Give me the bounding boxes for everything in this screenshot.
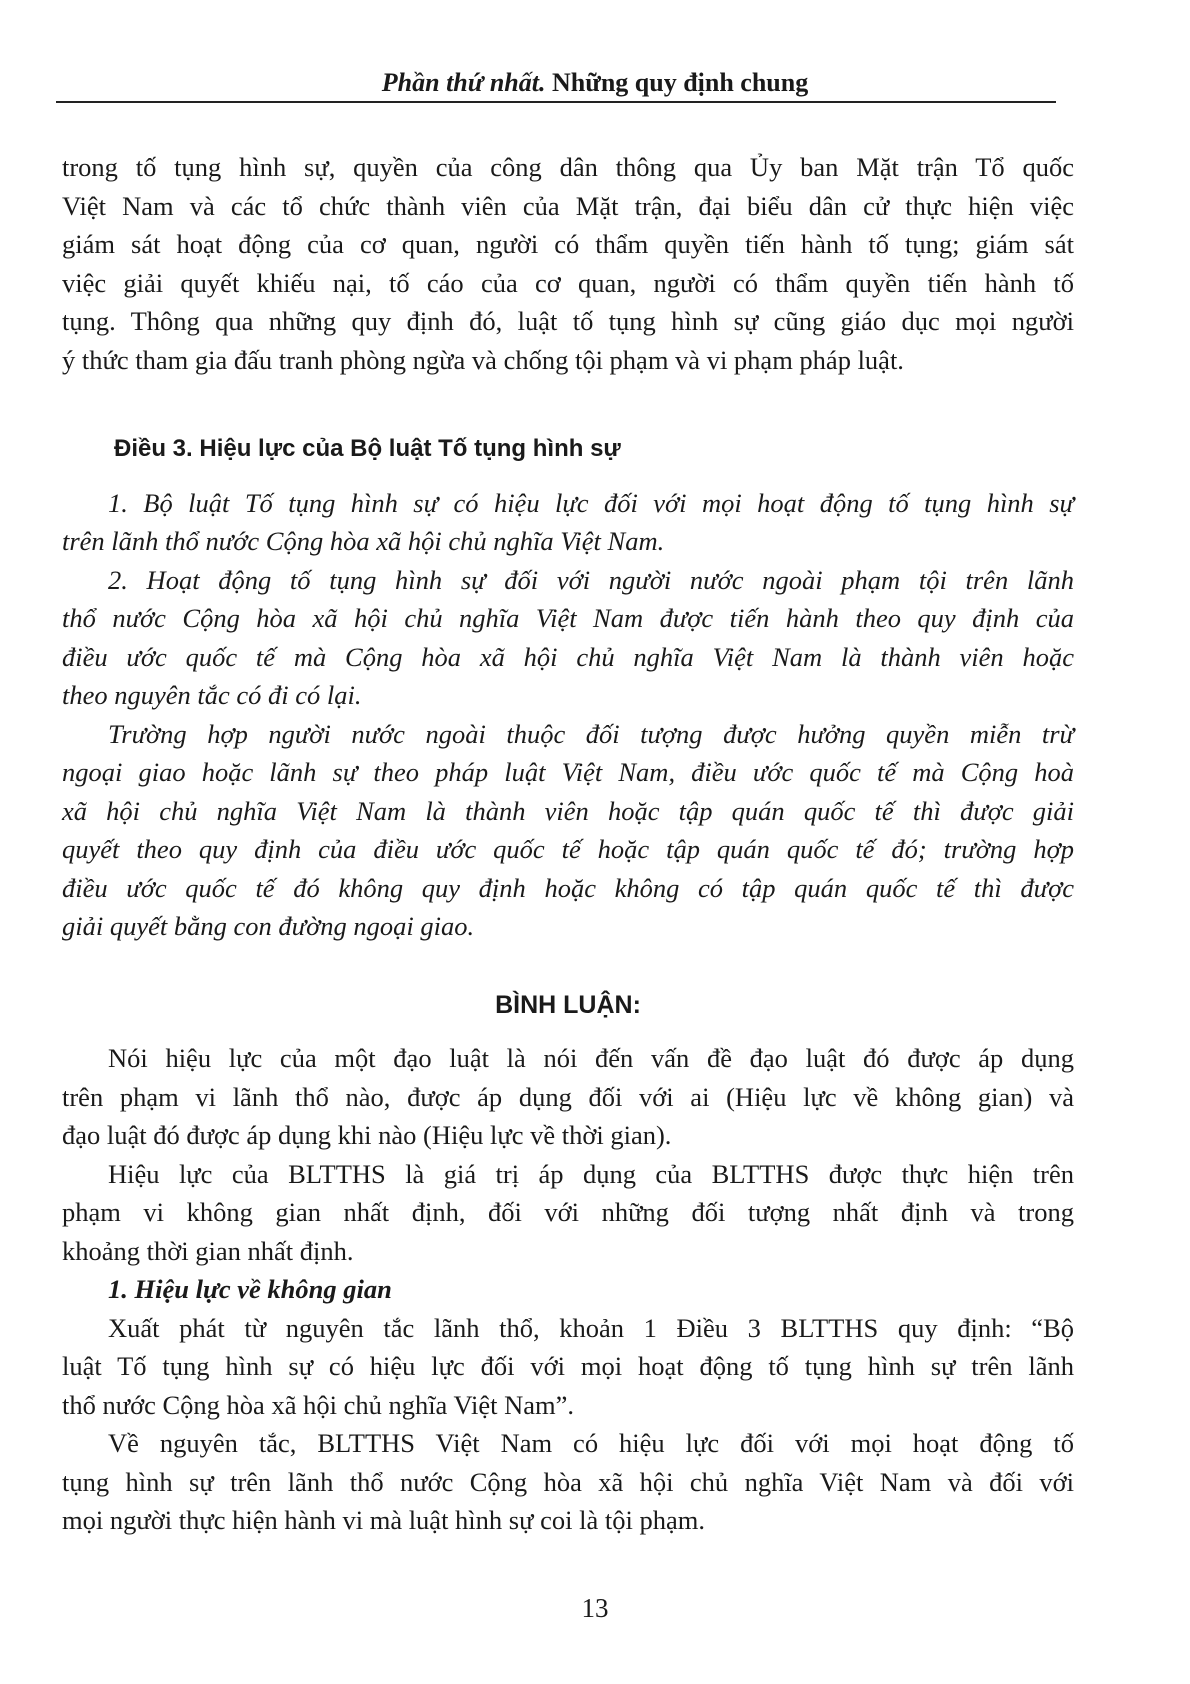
text-line: tụng. Thông qua những quy định đó, luật tố tụng hình sự cũng giáo dục mọi người bbox=[62, 306, 1074, 336]
commentary-paragraph bbox=[62, 1039, 1074, 1155]
text-line: khoảng thời gian nhất định. bbox=[62, 1235, 354, 1266]
running-head-part: Phần thứ nhất. bbox=[381, 68, 546, 97]
text-line: trong tố tụng hình sự, quyền của công dân thông qua Ủy ban Mặt trận Tổ quốc bbox=[62, 152, 1074, 182]
running-head-title: Những quy định chung bbox=[551, 68, 809, 97]
running-head bbox=[0, 68, 1190, 98]
text-line: trên phạm vi lãnh thổ nào, được áp dụng đối với ai (Hiệu lực về không gian) và bbox=[62, 1081, 1074, 1112]
text-line: giải quyết bằng con đường ngoại giao. bbox=[62, 911, 475, 941]
page-number: 13 bbox=[581, 1593, 609, 1623]
intro-paragraph bbox=[62, 148, 1074, 379]
text-line: Trường hợp người nước ngoài thuộc đối tượng được hưởng quyền miễn trừ bbox=[108, 718, 1074, 749]
commentary-paragraph bbox=[62, 1424, 1074, 1540]
header-rule bbox=[56, 101, 1056, 103]
text-line: Hiệu lực của BLTTHS là giá trị áp dụng của BLTTHS được thực hiện trên bbox=[108, 1158, 1074, 1189]
text-line: điều ước quốc tế mà Cộng hòa xã hội chủ nghĩa Việt Nam là thành viên hoặc bbox=[62, 641, 1074, 672]
commentary-paragraph bbox=[62, 1155, 1074, 1271]
article-clause-2-continued bbox=[62, 715, 1074, 946]
commentary-heading: BÌNH LUẬN: bbox=[495, 990, 641, 1019]
commentary-subheading: 1. Hiệu lực về không gian bbox=[108, 1274, 392, 1304]
text-line: Xuất phát từ nguyên tắc lãnh thổ, khoản 1 Điều 3 BLTTHS quy định: “Bộ bbox=[108, 1312, 1074, 1343]
text-line: quyết theo quy định của điều ước quốc tế hoặc tập quán quốc tế đó; trường hợp bbox=[62, 834, 1074, 864]
text-line: xã hội chủ nghĩa Việt Nam là thành viên hoặc tập quán quốc tế thì được giải bbox=[62, 795, 1074, 826]
text-line: thổ nước Cộng hòa xã hội chủ nghĩa Việt Nam được tiến hành theo quy định của bbox=[62, 603, 1074, 633]
text-line: tụng hình sự trên lãnh thổ nước Cộng hòa xã hội chủ nghĩa Việt Nam và đối với bbox=[62, 1466, 1074, 1497]
text-line: Nói hiệu lực của một đạo luật là nói đến vấn đề đạo luật đó được áp dụng bbox=[108, 1043, 1074, 1073]
text-line: ngoại giao hoặc lãnh sự theo pháp luật Việt Nam, điều ước quốc tế mà Cộng hoà bbox=[62, 757, 1074, 787]
text-line: 2. Hoạt động tố tụng hình sự đối với người nước ngoài phạm tội trên lãnh bbox=[108, 564, 1074, 595]
text-line: trên lãnh thổ nước Cộng hòa xã hội chủ nghĩa Việt Nam. bbox=[62, 526, 665, 556]
article-clause-2 bbox=[62, 561, 1074, 715]
text-line: luật Tố tụng hình sự có hiệu lực đối với mọi hoạt động tố tụng hình sự trên lãnh bbox=[62, 1351, 1074, 1381]
text-line: phạm vi không gian nhất định, đối với những đối tượng nhất định và trong bbox=[62, 1197, 1074, 1227]
text-line: thổ nước Cộng hòa xã hội chủ nghĩa Việt Nam”. bbox=[62, 1389, 575, 1420]
text-line: việc giải quyết khiếu nại, tố cáo của cơ quan, người có thẩm quyền tiến hành tố bbox=[62, 267, 1074, 298]
text-line: 1. Bộ luật Tố tụng hình sự có hiệu lực đối với mọi hoạt động tố tụng hình sự bbox=[108, 487, 1074, 518]
text-line: ý thức tham gia đấu tranh phòng ngừa và chống tội phạm và vi phạm pháp luật. bbox=[62, 344, 904, 375]
text-line: Việt Nam và các tổ chức thành viên của Mặt trận, đại biểu dân cử thực hiện việc bbox=[62, 190, 1074, 221]
text-line: đạo luật đó được áp dụng khi nào (Hiệu lực về thời gian). bbox=[62, 1120, 672, 1150]
text-line: theo nguyên tắc có đi có lại. bbox=[62, 680, 362, 710]
article-clause-1 bbox=[62, 484, 1074, 561]
text-line: giám sát hoạt động của cơ quan, người có thẩm quyền tiến hành tố tụng; giám sát bbox=[62, 229, 1074, 259]
article-heading: Điều 3. Hiệu lực của Bộ luật Tố tụng hình sự bbox=[114, 435, 621, 462]
text-line: điều ước quốc tế đó không quy định hoặc không có tập quán quốc tế thì được bbox=[62, 872, 1074, 903]
page-body bbox=[62, 148, 1074, 1540]
text-line: mọi người thực hiện hành vi mà luật hình sự coi là tội phạm. bbox=[62, 1505, 705, 1535]
text-line: Về nguyên tắc, BLTTHS Việt Nam có hiệu lực đối với mọi hoạt động tố bbox=[108, 1428, 1074, 1458]
commentary-paragraph bbox=[62, 1309, 1074, 1425]
